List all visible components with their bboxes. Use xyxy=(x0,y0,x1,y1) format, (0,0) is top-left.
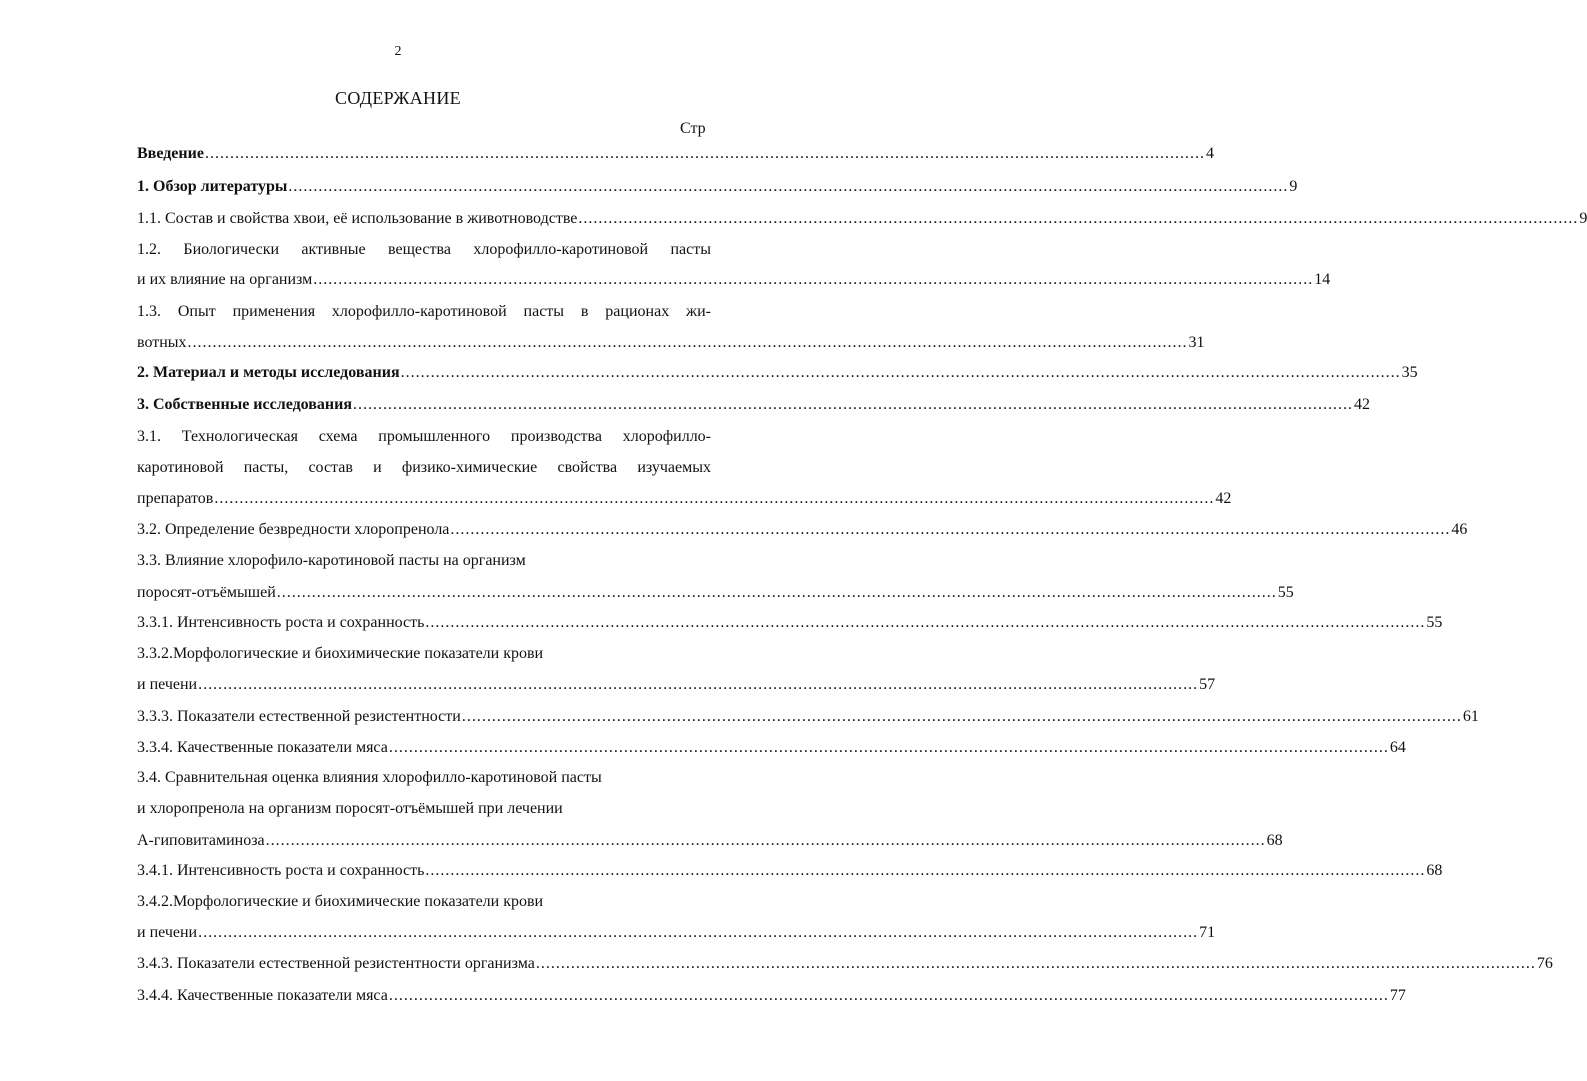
toc-entry-1-2-line1 xyxy=(137,238,711,262)
toc-entry-literature-review xyxy=(137,175,1298,199)
toc-entry-text: 1.2. Биологически активные вещества хлорофилло-каротиновой пасты xyxy=(137,241,711,258)
toc-entry-3-2 xyxy=(137,518,1468,542)
toc-entry-introduction xyxy=(137,142,1214,166)
toc-entry-page: 55 xyxy=(1277,584,1294,601)
toc-entry-page: 61 xyxy=(1462,708,1479,725)
toc-entry-material-methods xyxy=(137,361,1418,385)
toc-entry-text: 3.4.2.Морфологические и биохимические показатели крови xyxy=(137,893,544,910)
toc-entry-own-research xyxy=(137,393,1371,417)
toc-entry-page: 4 xyxy=(1205,145,1214,162)
toc-entry-text: 3.3.3. Показатели естественной резистентности xyxy=(137,708,461,725)
toc-entry-page: 57 xyxy=(1199,676,1216,693)
toc-entry-3-3-1 xyxy=(137,611,1443,635)
toc-entry-page: 46 xyxy=(1451,521,1468,538)
dot-leader: ........................................................................................................................................................................................................ xyxy=(198,924,1199,941)
toc-entry-text: 3.2. Определение безвредности хлоропренола xyxy=(137,521,450,538)
toc-entry-page: 9 xyxy=(1289,178,1298,195)
dot-leader: ........................................................................................................................................................................................................ xyxy=(388,987,1389,1004)
toc-entry-3-3-2-line2 xyxy=(137,673,1216,697)
toc-entry-text: каротиновой пасты, состав и физико-химические свойства изучаемых xyxy=(137,459,711,476)
toc-entry-page: 77 xyxy=(1389,987,1406,1004)
toc-entry-text: 3.4. Сравнительная оценка влияния хлорофилло-каротиновой пасты xyxy=(137,769,602,786)
toc-entry-text: 1.1. Состав и свойства хвои, её использование в животноводстве xyxy=(137,210,578,227)
dot-leader: ........................................................................................................................................................................................................ xyxy=(450,521,1451,538)
toc-entry-text: 3.3.2.Морфологические и биохимические показатели крови xyxy=(137,645,544,662)
toc-entry-page: 76 xyxy=(1536,955,1553,972)
toc-entry-3-3-3 xyxy=(137,705,1479,729)
toc-entry-3-4-3 xyxy=(137,952,1553,976)
toc-entry-1-3-line1 xyxy=(137,300,711,324)
toc-entry-text: А-гиповитаминоза xyxy=(137,832,265,849)
page-title: СОДЕРЖАНИЕ xyxy=(335,88,461,108)
toc-entry-1-1 xyxy=(137,207,1587,231)
toc-entry-page: 68 xyxy=(1266,832,1283,849)
dot-leader: ........................................................................................................................................................................................................ xyxy=(388,739,1389,756)
toc-entry-3-1-line1 xyxy=(137,425,711,449)
page-number: 2 xyxy=(394,44,402,59)
toc-entry-3-1-line3 xyxy=(137,487,1232,511)
toc-entry-text: 3. Собственные исследования xyxy=(137,396,353,413)
dot-leader: ........................................................................................................................................................................................................ xyxy=(276,584,1277,601)
toc-entry-3-3-line1 xyxy=(137,549,711,573)
dot-leader: ........................................................................................................................................................................................................ xyxy=(400,364,1401,381)
toc-entry-3-4-2-line2 xyxy=(137,921,1216,945)
toc-entry-page: 64 xyxy=(1389,739,1406,756)
toc-entry-text: поросят-отъёмышей xyxy=(137,584,276,601)
toc-entry-text: 3.3.4. Качественные показатели мяса xyxy=(137,739,388,756)
toc-entry-3-4-line1 xyxy=(137,766,711,790)
toc-entry-text: и хлоропренола на организм поросят-отъёмышей при лечении xyxy=(137,800,563,817)
dot-leader: ........................................................................................................................................................................................................ xyxy=(214,490,1215,507)
toc-entry-text: Введение xyxy=(137,145,204,162)
toc-entry-page: 42 xyxy=(1215,490,1232,507)
toc-entry-3-4-line3 xyxy=(137,829,1283,853)
toc-entry-page: 14 xyxy=(1314,271,1331,288)
toc-entry-3-4-2-line1 xyxy=(137,890,711,914)
toc-entry-1-3-line2 xyxy=(137,331,1205,355)
toc-entry-3-3-2-line1 xyxy=(137,642,711,666)
toc-entry-3-1-line2 xyxy=(137,456,711,480)
dot-leader: ........................................................................................................................................................................................................ xyxy=(288,178,1289,195)
dot-leader: ........................................................................................................................................................................................................ xyxy=(198,676,1199,693)
toc-entry-page: 31 xyxy=(1188,334,1205,351)
toc-entry-3-4-4 xyxy=(137,984,1406,1008)
dot-leader: ........................................................................................................................................................................................................ xyxy=(265,832,1266,849)
toc-entry-text: препаратов xyxy=(137,490,214,507)
toc-entry-3-3-4 xyxy=(137,736,1406,760)
toc-entry-page: 42 xyxy=(1354,396,1371,413)
dot-leader: ........................................................................................................................................................................................................ xyxy=(313,271,1314,288)
page-column-label: Стр xyxy=(680,120,706,137)
toc-entry-text: 3.4.1. Интенсивность роста и сохранность xyxy=(137,862,425,879)
toc-entry-text: 3.3.1. Интенсивность роста и сохранность xyxy=(137,614,425,631)
dot-leader: ........................................................................................................................................................................................................ xyxy=(204,145,1205,162)
dot-leader: ........................................................................................................................................................................................................ xyxy=(187,334,1188,351)
toc-entry-3-4-1 xyxy=(137,859,1443,883)
toc-entry-text: и печени xyxy=(137,676,198,693)
toc-entry-3-4-line2 xyxy=(137,797,711,821)
toc-entry-text: 3.3. Влияние хлорофило-каротиновой пасты на организм xyxy=(137,552,526,569)
dot-leader: ........................................................................................................................................................................................................ xyxy=(425,862,1426,879)
toc-entry-1-2-line2 xyxy=(137,268,1331,292)
toc-entry-page: 35 xyxy=(1401,364,1418,381)
toc-entry-page: 71 xyxy=(1199,924,1216,941)
toc-entry-text: и их влияние на организм xyxy=(137,271,313,288)
toc-entry-page: 55 xyxy=(1426,614,1443,631)
toc-entry-page: 9 xyxy=(1579,210,1587,227)
toc-entry-text: 2. Материал и методы исследования xyxy=(137,364,400,381)
toc-entry-text: 3.4.3. Показатели естественной резистентности организма xyxy=(137,955,535,972)
dot-leader: ........................................................................................................................................................................................................ xyxy=(425,614,1426,631)
toc-entry-text: и печени xyxy=(137,924,198,941)
dot-leader: ........................................................................................................................................................................................................ xyxy=(578,210,1579,227)
toc-entry-text: 1.3. Опыт применения хлорофилло-каротиновой пасты в рационах жи- xyxy=(137,303,711,320)
toc-entry-text: 1. Обзор литературы xyxy=(137,178,288,195)
toc-entry-3-3-line2 xyxy=(137,581,1294,605)
toc-entry-page: 68 xyxy=(1426,862,1443,879)
toc-entry-text: 3.1. Технологическая схема промышленного производства хлорофилло- xyxy=(137,428,711,445)
dot-leader: ........................................................................................................................................................................................................ xyxy=(353,396,1354,413)
dot-leader: ........................................................................................................................................................................................................ xyxy=(535,955,1536,972)
toc-entry-text: вотных xyxy=(137,334,187,351)
toc-entry-text: 3.4.4. Качественные показатели мяса xyxy=(137,987,388,1004)
dot-leader: ........................................................................................................................................................................................................ xyxy=(461,708,1462,725)
